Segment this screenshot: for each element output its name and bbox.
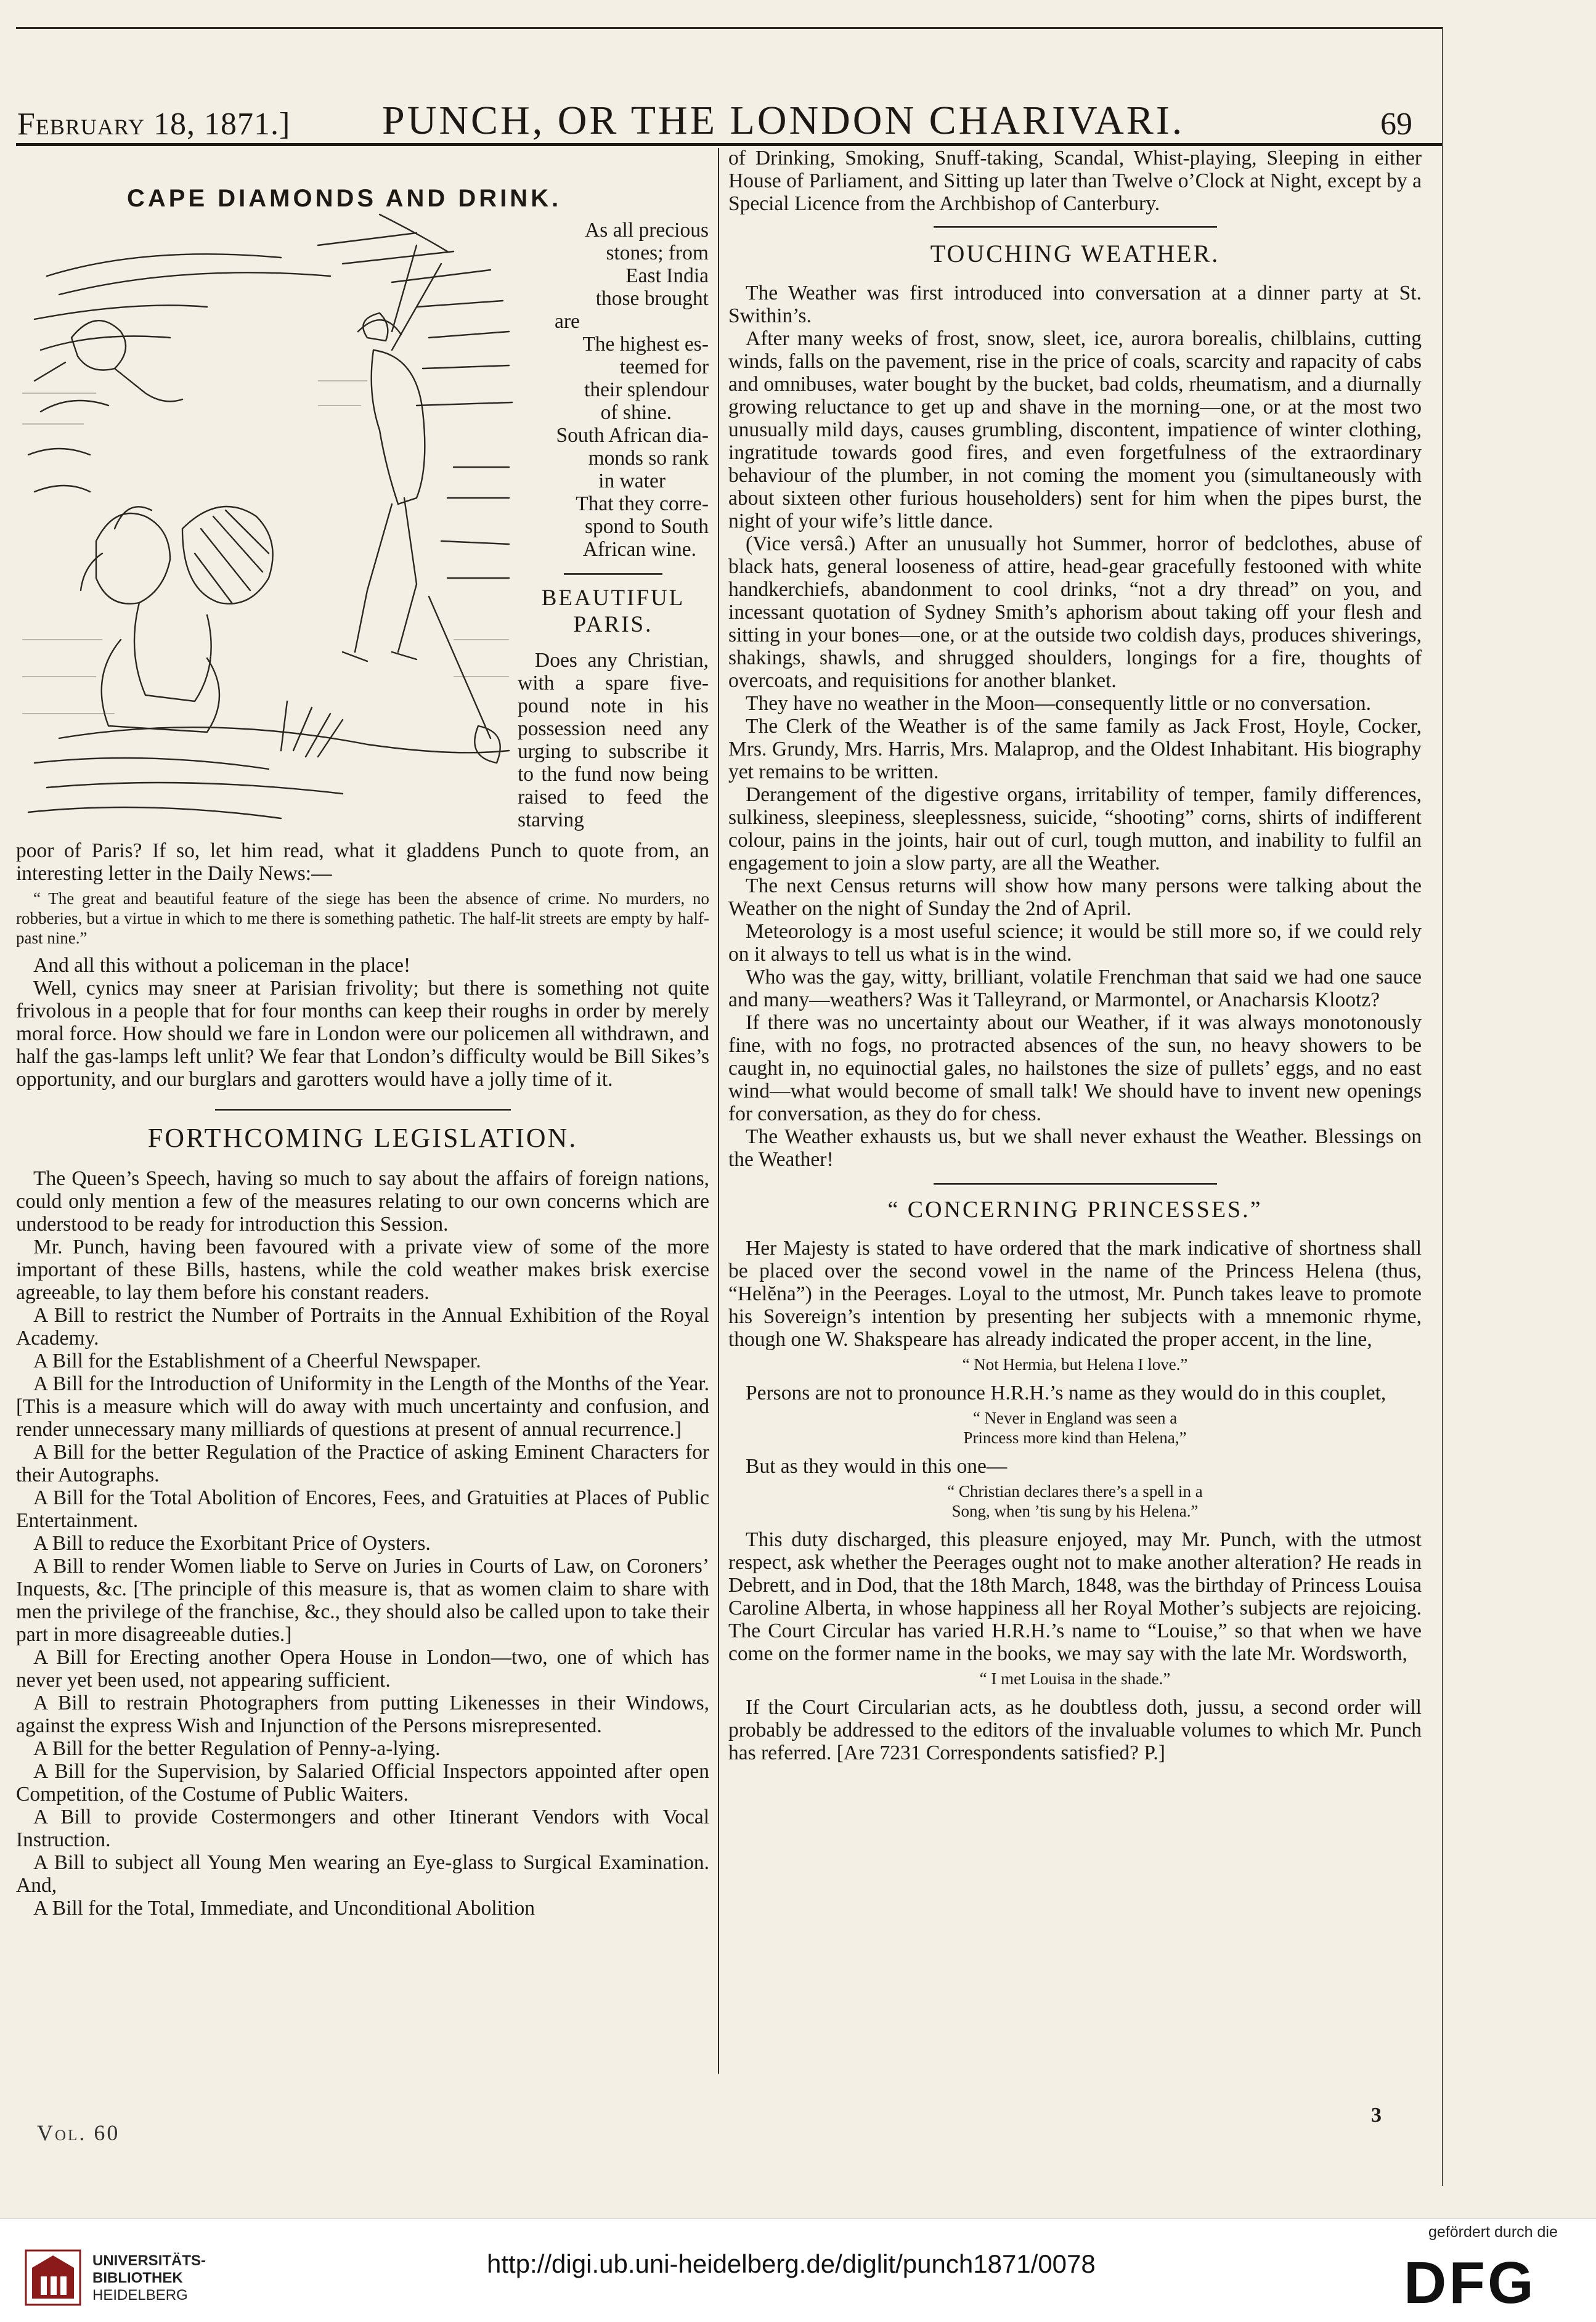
legislation-bill: A Bill to provide Costermongers and other Itinerant Vendors with Vocal Instruction. — [16, 1806, 709, 1851]
right-column — [728, 147, 1422, 1764]
section-rule — [934, 1183, 1217, 1185]
verse-line: teemed for — [619, 356, 709, 378]
verse-line: African wine. — [582, 538, 696, 561]
funding-note: gefördert durch die — [1428, 2223, 1558, 2241]
legislation-continuation: of Drinking, Smoking, Snuff-taking, Scandal, Whist-playing, Sleeping in either House of Parliament, and Sitting up later than Twelve o’Clock at Night, except by a Special Licence from the Archbishop of Canterbury. — [728, 147, 1422, 215]
verse-line: their splendour — [584, 378, 709, 401]
princess-paragraph: This duty discharged, this pleasure enjoyed, may Mr. Punch, with the utmost respect, ask whether the Peerages ought not to make another alteration? He reads in Debrett, and in Dod, that the 18th March, 1848, was the birthday of Princess Louisa Caroline Alberta, in whose happiness all her Royal Mother’s subjects are rejoicing. The Court Circular has varied H.R.H.’s name to “Louise,” so that when we have come on the former name in the books, we may say with the late Mr. Wordsworth, — [728, 1528, 1422, 1665]
weather-paragraph: Who was the gay, witty, brilliant, volatile Frenchman that said we had one sauce and many—weathers? Was it Talleyrand, or Marmontel, or Anacharsis Klootz? — [728, 966, 1422, 1011]
verse-quote: Princess more kind than Helena,” — [963, 1428, 1187, 1447]
paris-paragraph: poor of Paris? If so, let him read, what it gladdens Punch to quote from, an interesting letter in the Daily News:— — [16, 839, 709, 885]
verse-quote: “ Never in England was seen a — [972, 1409, 1178, 1427]
paris-intro: Does any Christian, with a spare five-pound note in his possession need any urging to subscribe it to the fund now being raised to feed the starving — [518, 649, 709, 831]
princess-paragraph: But as they would in this one— — [746, 1455, 1008, 1478]
verse-line: monds so rank — [588, 447, 709, 470]
library-name-line: HEIDELBERG — [92, 2287, 188, 2304]
masthead-title: PUNCH, OR THE LONDON CHARIVARI. — [382, 98, 1185, 143]
legislation-bill: A Bill for Erecting another Opera House in London—two, one of which has never yet been used, not appearing sufficient. — [16, 1646, 709, 1692]
section-rule — [215, 1109, 511, 1111]
university-library-logo-icon — [25, 2249, 81, 2306]
verse-quote: Song, when ’tis sung by his Helena.” — [951, 1502, 1199, 1520]
paris-quote: “ The great and beautiful feature of the siege has been the absence of crime. No murders, no robberies, but a virtue in which to me there is something pathetic. The half-lit streets are empty by half-past nine.” — [16, 889, 709, 947]
library-name-line: BIBLIOTHEK — [92, 2270, 183, 2286]
verse-line: spond to South — [584, 515, 709, 538]
verse-line: East India — [625, 264, 709, 287]
legislation-bill: A Bill to render Women liable to Serve on Juries in Courts of Law, on Coroners’ Inquests, &c. [The principle of this measure is, that as women claim to share with men the privilege of the franchise, &c., they should also be called upon to take their part in more disagreeable duties.] — [16, 1555, 709, 1646]
weather-paragraph: They have no weather in the Moon—consequently little or no conversation. — [746, 692, 1371, 715]
section-rule — [934, 226, 1217, 228]
legislation-bill: A Bill for the Total, Immediate, and Unconditional Abolition — [33, 1897, 535, 1920]
university-library-name — [92, 2252, 206, 2304]
page-number: 69 — [1380, 107, 1412, 142]
volume-label: Vol. 60 — [37, 2120, 120, 2145]
paris-article — [16, 839, 709, 1920]
header-date: February 18, 1871.] — [17, 107, 291, 142]
verse-line: As all precious — [585, 219, 709, 242]
weather-paragraph: Derangement of the digestive organs, irritability of temper, family differences, sulkiness, sleepiness, sleeplessness, suicide, “shooting” corns, shirts of indifferent colour, pains in the joints, hair out of curl, tough mutton, and inability to fulfil an engagement to join a slow party, are all the Weather. — [728, 783, 1422, 874]
princess-paragraph: Her Majesty is stated to have ordered that the mark indicative of shortness shall be placed over the second vowel in the name of the Princess Helena (thus, “Helĕna”) in the Peerages. Loyal to the utmost, Mr. Punch takes leave to promote his Sovereign’s intention by presenting her subjects with a mnemonic rhyme, though one W. Shakspeare has already indicated the proper accent, in the line, — [728, 1237, 1422, 1351]
legislation-bill: A Bill to restrain Photographers from putting Likenesses in their Windows, against the express Wish and Injunction of the Persons misrepresented. — [16, 1692, 709, 1737]
verse-quote: “ Not Hermia, but Helena I love.” — [962, 1355, 1188, 1374]
weather-paragraph: The Clerk of the Weather is of the same family as Jack Frost, Hoyle, Cocker, Mrs. Grundy, Mrs. Harris, Mrs. Malaprop, and the Oldest Inhabitant. His biography yet remains to be written. — [728, 715, 1422, 783]
verse-quote: “ Christian declares there’s a spell in a — [947, 1482, 1203, 1501]
verse-quote: “ I met Louisa in the shade.” — [979, 1669, 1171, 1688]
legislation-paragraph: The Queen’s Speech, having so much to say about the affairs of foreign nations, could only mention a few of the measures relating to our own concerns which are understood to be ready for introduction this Session. — [16, 1167, 709, 1236]
verse-line: those brought — [595, 287, 709, 310]
concerning-princesses-heading: “ CONCERNING PRINCESSES.” — [887, 1197, 1263, 1223]
column-divider — [718, 148, 719, 2074]
section-rule — [564, 573, 662, 575]
weather-paragraph: The next Census returns will show how many persons were talking about the Weather on the night of Sunday the 2nd of April. — [728, 874, 1422, 920]
cape-diamonds-verse — [518, 219, 709, 831]
legislation-paragraph: Mr. Punch, having been favoured with a private view of some of the more important of these Bills, hastens, while the cold weather makes brisk exercise agreeable, to lay them before his constant readers. — [16, 1236, 709, 1304]
signature-mark: 3 — [1371, 2104, 1382, 2127]
legislation-bill: A Bill for the better Regulation of the Practice of asking Eminent Characters for their Autographs. — [16, 1441, 709, 1486]
diamond-digger-engraving — [22, 208, 515, 831]
paris-paragraph: Well, cynics may sneer at Parisian frivolity; but there is something not quite frivolous in a people that for four months can keep their roughs in order by merely moral force. How should we fare in London were our policemen all withdrawn, and half the gas-lamps left unlit? We fear that London’s difficulty would be Bill Sikes’s opportunity, and our burglars and garotters would have a jolly time of it. — [16, 977, 709, 1091]
verse-line: of shine. — [600, 401, 672, 424]
verse-line: stones; from — [606, 242, 709, 264]
legislation-bill: A Bill to reduce the Exorbitant Price of Oysters. — [33, 1532, 431, 1555]
verse-line: The highest es- — [582, 333, 709, 356]
weather-paragraph: After many weeks of frost, snow, sleet, ice, aurora borealis, chilblains, cutting winds, falls on the pavement, rise in the price of coals, scarcity and rapacity of cabs and omnibuses, water bought by the bucket, bad colds, rheumatism, and a diurnally growing reluctance to get up and shave in the morning—one, or at the most two unusually mild days, causes grumbling, discontent, impatience of winter clothing, ingratitude towards good fires, and even forgetfulness of the extraordinary behaviour of the plumber, in not coming the moment you (simultaneously with about sixteen other furious householders) sent for him when the pipes burst, the night of your wife’s little dance. — [728, 327, 1422, 532]
legislation-bill: A Bill to restrict the Number of Portraits in the Annual Exhibition of the Royal Academy. — [16, 1304, 709, 1350]
legislation-bill: A Bill for the Introduction of Uniformity in the Length of the Months of the Year. [This is a measure which will do away with much uncertainty and confusion, and render unnecessary many milliards of questions at present of annual recurrence.] — [16, 1372, 709, 1441]
weather-paragraph: Meteorology is a most useful science; it would be still more so, if we could rely on it always to tell us what is in the wind. — [728, 920, 1422, 966]
legislation-bill: A Bill for the better Regulation of Penny-a-lying. — [33, 1737, 441, 1760]
verse-line: That they corre- — [576, 492, 709, 515]
legislation-bill: A Bill for the Supervision, by Salaried Official Inspectors appointed after open Competition, of the Costume of Public Waiters. — [16, 1760, 709, 1806]
beautiful-paris-heading: BEAUTIFUL PARIS. — [541, 585, 685, 637]
weather-paragraph: The Weather exhausts us, but we shall never exhaust the Weather. Blessings on the Weather! — [728, 1125, 1422, 1171]
header-rule — [16, 143, 1442, 146]
permalink-url[interactable]: http://digi.ub.uni-heidelberg.de/diglit/punch1871/0078 — [487, 2249, 1096, 2278]
weather-paragraph: If there was no uncertainty about our Weather, if it was always monotonously fine, with no fogs, no protracted absences of the sun, no heavy showers to be caught in, no equinoctial gales, no hailstones the size of pullets’ eggs, and no east wind—what would become of small talk! We should have to invent new openings for conversation, as they do for chess. — [728, 1011, 1422, 1125]
library-name-line: UNIVERSITÄTS- — [92, 2252, 206, 2269]
legislation-bill: A Bill to subject all Young Men wearing an Eye-glass to Surgical Examination. And, — [16, 1851, 709, 1897]
forthcoming-legislation-heading: FORTHCOMING LEGISLATION. — [147, 1123, 578, 1153]
legislation-bill: A Bill for the Total Abolition of Encores, Fees, and Gratuities at Places of Public Entertainment. — [16, 1486, 709, 1532]
princess-paragraph: If the Court Circularian acts, as he doubtless doth, jussu, a second order will probably be addressed to the editors of the invaluable volumes to which Mr. Punch has referred. [Are 7231 Correspondents satisfied? P.] — [728, 1696, 1422, 1764]
cape-diamonds-heading: CAPE DIAMONDS AND DRINK. — [127, 185, 562, 212]
legislation-bill: A Bill for the Establishment of a Cheerful Newspaper. — [33, 1350, 481, 1372]
verse-line: in water — [598, 470, 666, 492]
touching-weather-heading: TOUCHING WEATHER. — [930, 240, 1220, 267]
dfg-logo: DFG — [1404, 2250, 1536, 2316]
weather-paragraph: The Weather was first introduced into conversation at a dinner party at St. Swithin’s. — [728, 282, 1422, 327]
weather-paragraph: (Vice versâ.) After an unusually hot Summer, horror of bedclothes, abuse of black hats, general looseness of attire, head-gear gracefully festooned with white handkerchiefs, abandonment to cool drinks, “not a dry thread” on you, and incessant quotation of Sydney Smith’s aphorism about taking off your flesh and sitting in your bones—one, or at the outside two coldish days, produces shiverings, shakings, shawls, and shrugged shoulders, longings for a fire, thoughts of overcoats, and requisitions for another blanket. — [728, 532, 1422, 692]
verse-line: are — [555, 310, 580, 333]
princess-paragraph: Persons are not to pronounce H.R.H.’s name as they would do in this couplet, — [746, 1382, 1386, 1404]
paris-paragraph: And all this without a policeman in the place! — [33, 954, 411, 977]
verse-line: South African dia- — [556, 424, 709, 447]
